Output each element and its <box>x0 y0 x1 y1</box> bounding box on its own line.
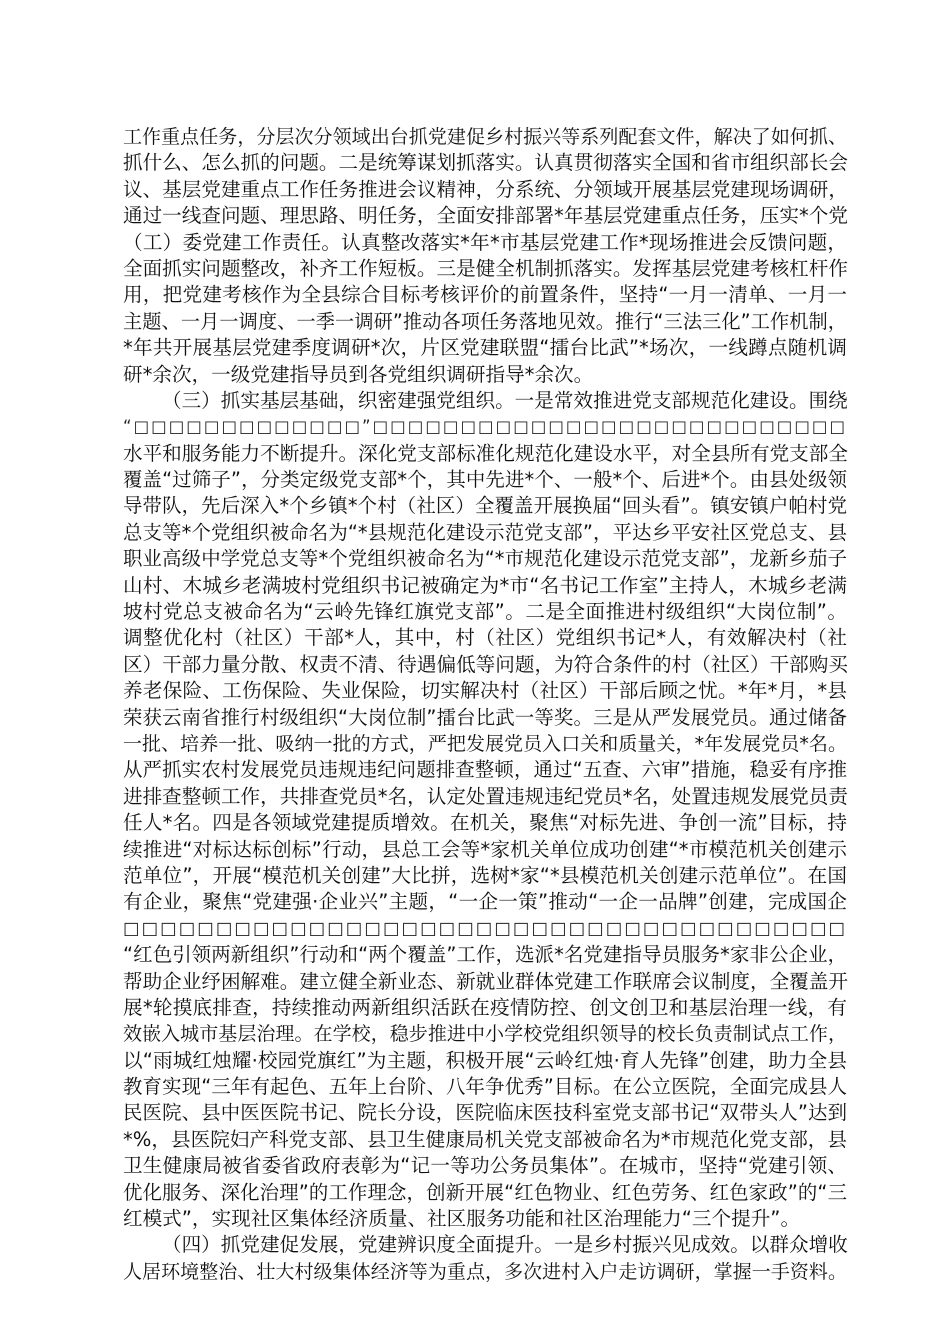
text-line: 展*轮摸底排查，持续推动两新组织活跃在疫情防控、创文创卫和基层治理一线，有 <box>123 995 847 1019</box>
text-line: 水平和服务能力不断提升。深化党支部标准化规范化建设水平，对全县所有党支部全 <box>123 441 848 465</box>
text-line: 主题、一月一调度、一季一调研”推动各项任务落地见效。推行“三法三化”工作机制， <box>123 309 847 333</box>
text-line: 帮助企业纾困解难。建立健全新业态、新就业群体党建工作联席会议制度，全覆盖开 <box>123 969 848 993</box>
text-line: 用，把党建考核作为全县综合目标考核评价的前置条件，坚持“一月一清单、一月一 <box>123 283 847 307</box>
section-heading-line: （三）抓实基层基础，织密建强党组织。一是常效推进党支部规范化建设。围绕 <box>162 388 848 412</box>
text-line: 从严抓实农村发展党员违规违纪问题排查整顿，通过“五查、六审”措施，稳妥有序推 <box>123 758 847 782</box>
text-line: 养老保险、工伤保险、失业保险，切实解决村（社区）干部后顾之忧。*年*月，*县 <box>123 679 847 703</box>
body-text <box>123 124 847 1285</box>
text-line: 调整优化村（社区）干部*人，其中，村（社区）党组织书记*人，有效解决村（社 <box>123 626 847 650</box>
text-line: 职业高级中学党总支等*个党组织被命名为“*市规范化建设示范党支部”，龙新乡茄子 <box>123 547 847 571</box>
text-line: 导带队，先后深入*个乡镇*个村（社区）全覆盖开展换届“回头看”。镇安镇户帕村党 <box>123 494 847 518</box>
text-line: “红色引领两新组织”行动和“两个覆盖”工作，选派*名党建指导员服务*家非公企业， <box>123 943 847 967</box>
text-line: 议、基层党建重点工作任务推进会议精神，分系统、分领域开展基层党建现场调研， <box>123 177 848 201</box>
text-line: *年共开展基层党建季度调研*次，片区党建联盟“擂台比武”*场次，一线蹲点随机调 <box>123 336 847 360</box>
text-line: 一批、培养一批、吸纳一批的方式，严把发展党员入口关和质量关，*年发展党员*名。 <box>123 732 847 755</box>
section-heading-line: （四）抓党建促发展，党建辨识度全面提升。一是乡村振兴见成效。以群众增收 <box>162 1233 848 1257</box>
text-line: 人居环境整治、壮大村级集体经济等为重点，多次进村入户走访调研，掌握一手资料。 <box>123 1260 847 1283</box>
text-line: 工作重点任务，分层次分领域出台抓党建促乡村振兴等系列配套文件，解决了如何抓、 <box>123 126 847 148</box>
text-line: 通过一线查问题、理思路、明任务，全面安排部署*年基层党建重点任务，压实*个党 <box>123 204 848 228</box>
text-line: 任人*名。四是各领域党建提质增效。在机关，聚焦“对标先进、争创一流”目标，持 <box>123 811 847 835</box>
text-line: 进排查整顿工作，共排查党员*名，认定处置违规违纪党员*名，处置违规发展党员责 <box>123 784 848 808</box>
missing-glyph-line: “□□□□□□□□□□□□□”□□□□□□□□□□□□□□□□□□□□□□□□□□□ <box>123 417 847 437</box>
text-line: 卫生健康局被省委省政府表彰为“记一等功公务员集体”。在城市，坚持“党建引领、 <box>123 1154 847 1178</box>
text-line: *%，县医院妇产科党支部、县卫生健康局机关党支部被命名为*市规范化党支部，县 <box>123 1127 847 1151</box>
text-line: 红模式”，实现社区集体经济质量、社区服务功能和社区治理能力“三个提升”。 <box>123 1207 801 1231</box>
text-line: 覆盖“过筛子”，分类定级党支部*个，其中先进*个、一般*个、后进*个。由县处级领 <box>123 468 847 492</box>
text-line: 区）干部力量分散、权责不清、待遇偏低等问题，为符合条件的村（社区）干部购买 <box>123 652 848 676</box>
text-line: 续推进“对标达标创标”行动，县总工会等*家机关单位成功创建“*市模范机关创建示 <box>123 837 847 861</box>
text-line: 有企业，聚焦“党建强·企业兴”主题，“一企一策”推动“一企一品牌”创建，完成国企 <box>123 890 847 914</box>
text-line: 山村、木城乡老满坡村党组织书记被确定为*市“名书记工作室”主持人，木城乡老满 <box>123 573 847 597</box>
text-line: 坡村党总支被命名为“云岭先锋红旗党支部”。二是全面推进村级组织“大岗位制”。 <box>123 600 847 624</box>
text-line: 优化服务、深化治理”的工作理念，创新开展“红色物业、红色劳务、红色家政”的“三 <box>123 1180 847 1204</box>
text-line: 民医院、县中医医院书记、院长分设，医院临床医技科室党支部书记“双带头人”达到 <box>123 1101 847 1125</box>
text-line: 效嵌入城市基层治理。在学校，稳步推进中小学校党组织领导的校长负责制试点工作， <box>123 1023 847 1046</box>
text-line: 以“雨城红烛耀·校园党旗红”为主题，积极开展“云岭红烛·育人先锋”创建，助力全县 <box>123 1048 847 1072</box>
text-line: （工）委党建工作责任。认真整改落实*年*市基层党建工作*现场推进会反馈问题， <box>123 230 847 254</box>
text-line: 全面抓实问题整改，补齐工作短板。三是健全机制抓落实。发挥基层党建考核杠杆作 <box>123 256 848 280</box>
missing-glyph-line: □□□□□□□□□□□□□□□□□□□□□□□□□□□□□□□□□□□□□□□ <box>123 918 847 939</box>
text-line: 荣获云南省推行村级组织“大岗位制”擂台比武一等奖。三是从严发展党员。通过储备 <box>123 705 847 729</box>
text-line: 抓什么、怎么抓的问题。二是统筹谋划抓落实。认真贯彻落实全国和省市组织部长会 <box>123 151 848 175</box>
text-line: 总支等*个党组织被命名为“*县规范化建设示范党支部”，平达乡平安社区党总支、县 <box>123 520 847 544</box>
text-line: 范单位”，开展“模范机关创建”大比拼，选树*家“*县模范机关创建示范单位”。在国 <box>123 863 847 887</box>
text-line: 教育实现“三年有起色、五年上台阶、八年争优秀”目标。在公立医院，全面完成县人 <box>123 1075 847 1099</box>
text-line: 研*余次，一级党建指导员到各党组织调研指导*余次。 <box>123 362 594 386</box>
